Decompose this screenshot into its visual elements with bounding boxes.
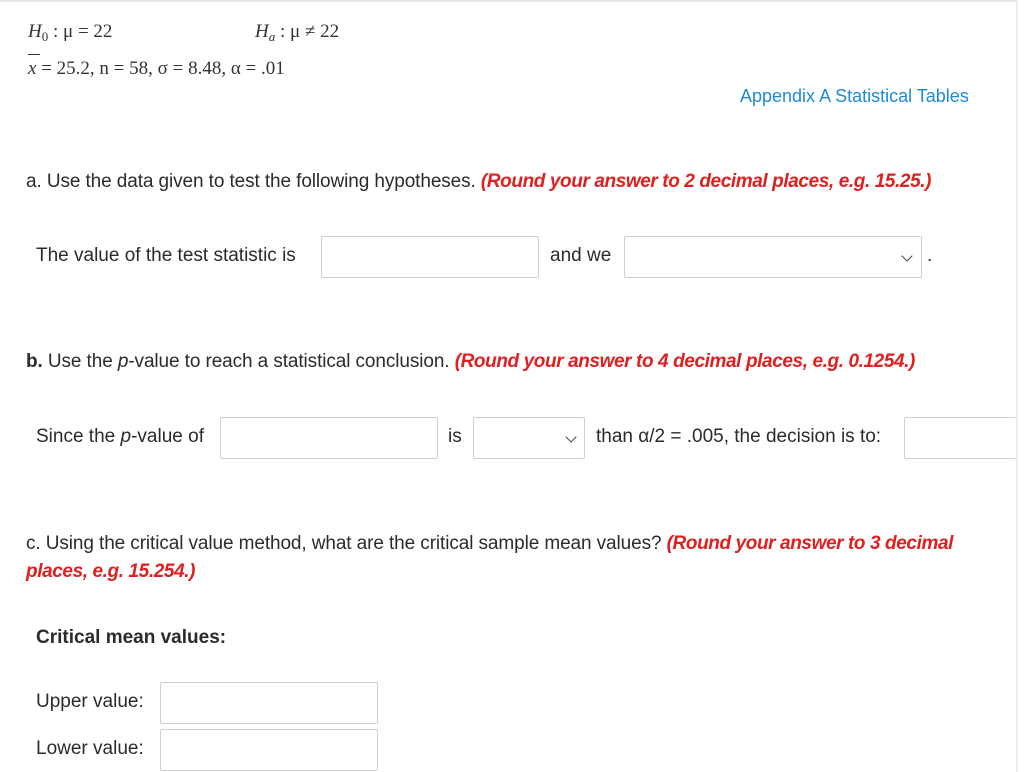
h0-symbol: H bbox=[28, 21, 42, 42]
sample-mean-symbol: x bbox=[28, 58, 36, 80]
chevron-down-icon bbox=[565, 431, 576, 442]
lower-value-label: Lower value: bbox=[36, 738, 144, 759]
decision-input[interactable] bbox=[904, 417, 1016, 459]
part-b-marker: b. bbox=[26, 351, 43, 372]
test-statistic-input[interactable] bbox=[321, 236, 539, 278]
is-label: is bbox=[448, 426, 462, 447]
null-hypothesis bbox=[28, 21, 112, 43]
part-c-prompt-line2 bbox=[26, 561, 195, 583]
part-b-p-symbol: p bbox=[117, 351, 129, 372]
part-c-question: c. Using the critical value method, what are the critical sample mean values? bbox=[26, 533, 662, 554]
ha-subscript: a bbox=[268, 29, 276, 44]
top-border bbox=[0, 0, 1017, 2]
right-scroll-edge bbox=[1016, 0, 1018, 772]
part-a-question: a. Use the data given to test the following hypotheses. bbox=[26, 171, 476, 192]
part-b-rounding-note: (Round your answer to 4 decimal places, e.g. 0.1254.) bbox=[454, 351, 915, 372]
critical-values-heading: Critical mean values: bbox=[36, 627, 227, 648]
decision-dropdown[interactable] bbox=[624, 236, 922, 278]
part-b-prompt bbox=[26, 351, 915, 373]
appendix-tables-link[interactable]: Appendix A Statistical Tables bbox=[740, 86, 969, 106]
chevron-down-icon bbox=[901, 250, 912, 261]
sentence-period: . bbox=[927, 245, 933, 266]
part-a-prompt bbox=[26, 171, 931, 193]
pvalue-input[interactable] bbox=[220, 417, 438, 459]
h0-expression: : μ = 22 bbox=[48, 21, 113, 42]
test-statistic-label: The value of the test statistic is bbox=[36, 245, 296, 266]
and-we-label: and we bbox=[550, 245, 612, 266]
ha-expression: : μ ≠ 22 bbox=[275, 21, 340, 42]
comparison-dropdown[interactable] bbox=[473, 417, 585, 459]
part-c-rounding-note-cont: places, e.g. 15.254.) bbox=[26, 561, 196, 582]
part-a-rounding-note: (Round your answer to 2 decimal places, e.g. 15.25.) bbox=[480, 171, 932, 192]
part-c-rounding-note: (Round your answer to 3 decimal bbox=[666, 533, 954, 554]
upper-value-input[interactable] bbox=[160, 682, 378, 724]
part-b-text-post: -value to reach a statistical conclusion. bbox=[128, 351, 450, 372]
alternative-hypothesis bbox=[255, 21, 339, 43]
h0-subscript: 0 bbox=[41, 29, 49, 44]
than-alpha-label: than α/2 = .005, the decision is to: bbox=[596, 426, 882, 447]
part-b-text-pre: Use the bbox=[47, 351, 113, 372]
lower-value-input[interactable] bbox=[160, 729, 378, 771]
since-pvalue-label: Since the p-value of bbox=[36, 426, 204, 447]
given-values-text: = 25.2, n = 58, σ = 8.48, α = .01 bbox=[36, 58, 285, 79]
given-values bbox=[28, 58, 285, 80]
ha-symbol: H bbox=[255, 21, 269, 42]
upper-value-label: Upper value: bbox=[36, 691, 144, 712]
part-c-prompt bbox=[26, 533, 953, 555]
